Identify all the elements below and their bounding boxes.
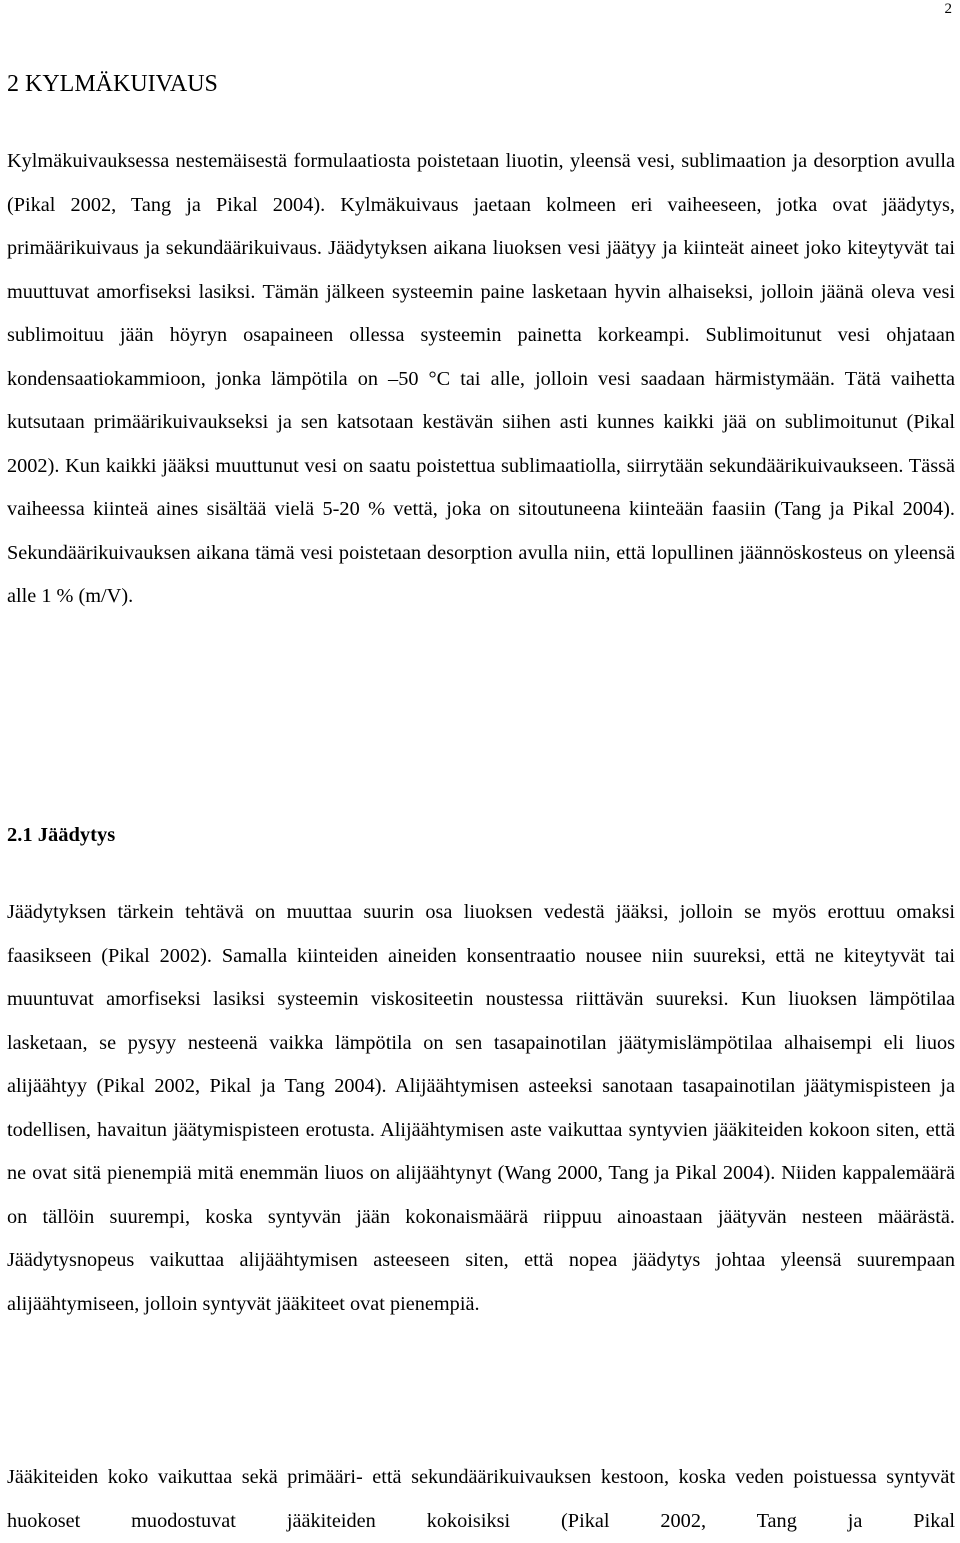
chapter-title: 2 KYLMÄKUIVAUS [7, 71, 218, 97]
chapter-paragraph: Kylmäkuivauksessa nestemäisestä formulaatiosta poistetaan liuotin, yleensä vesi, sublimaation ja desorption avulla (Pikal 2002, Tang ja Pikal 2004). Kylmäkuivaus jaetaan kolmeen eri vaiheeseen, jotka ovat jäädytys, primäärikuivaus ja sekundäärikuivaus. Jäädytyksen aikana liuoksen vesi jäätyy ja kiinteät aineet joko kiteytyvät tai muuttuvat amorfiseksi lasiksi. Tämän jälkeen systeemin paine lasketaan hyvin alhaiseksi, jolloin jäänä oleva vesi sublimoituu jään höyryn osapaineen ollessa systeemin painetta korkeampi. Sublimoitunut vesi ohjataan kondensaatiokammioon, jonka lämpötila on –50 °C tai alle, jolloin vesi saadaan härmistymään. Tätä vaihetta kutsutaan primäärikuivaukseksi ja sen katsotaan kestävän siihen asti kunnes kaikki jää on sublimoitunut (Pikal 2002). Kun kaikki jääksi muuttunut vesi on saatu poistettua sublimaatiolla, siirrytään sekundäärikuivaukseen. Tässä vaiheessa kiinteä aines sisältää vielä 5-20 % vettä, joka on sitoutuneena kiinteään faasiin (Tang ja Pikal 2004). Sekundäärikuivauksen aikana tämä vesi poistetaan desorption avulla niin, että lopullinen jäännöskosteus on yleensä alle 1 % (m/V). [7, 150, 955, 607]
section-paragraph-continued: Jääkiteiden koko vaikuttaa sekä primääri- että sekundäärikuivauksen kestoon, koska veden poistuessa syntyvät huokoset muodostuvat jääkiteiden kokoisiksi (Pikal 2002, Tang ja Pikal [7, 1466, 955, 1532]
page-number: 2 [944, 1, 952, 17]
section-paragraph: Jäädytyksen tärkein tehtävä on muuttaa suurin osa liuoksen vedestä jääksi, jolloin se myös erottuu omaksi faasikseen (Pikal 2002). Samalla kiinteiden aineiden konsentraatio nousee niin suureksi, että ne kiteytyvät tai muuntuvat amorfiseksi lasiksi systeemin viskositeetin noustessa riittävän suureksi. Kun liuoksen lämpötilaa lasketaan, se pysyy nesteenä vaikka lämpötila on sen tasapainotilan jäätymislämpötilaa alhaisempi eli liuos alijäähtyy (Pikal 2002, Pikal ja Tang 2004). Alijäähtymisen asteeksi sanotaan tasapainotilan jäätymispisteen ja todellisen, havaitun jäätymispisteen erotusta. Alijäähtymisen aste vaikuttaa syntyvien jääkiteiden kokoon siten, että ne ovat sitä pienempiä mitä enemmän liuos on alijäähtynyt (Wang 2000, Tang ja Pikal 2004). Niiden kappalemäärä on tällöin suurempi, koska syntyvän jään kokonaismäärä riippuu ainoastaan jäätyvän nesteen määrästä. Jäädytysnopeus vaikuttaa alijäähtymisen asteeseen siten, että nopea jäädytys johtaa yleensä suurempaan alijäähtymiseen, jolloin syntyvät jääkiteet ovat pienempiä. [7, 901, 955, 1315]
section-title: 2.1 Jäädytys [7, 824, 116, 846]
